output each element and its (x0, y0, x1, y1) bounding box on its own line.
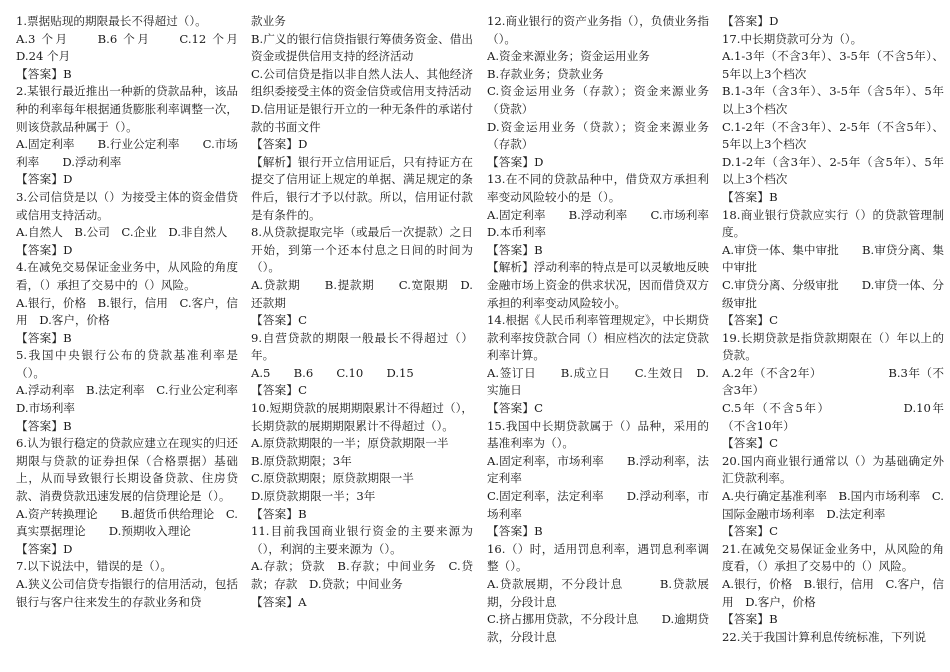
text-column-3 (487, 13, 709, 672)
options-line: A.固定利率 B.行业公定利率 C.市场利率 D.浮动利率 (16, 137, 238, 169)
question-line: 13.在不同的贷款品种中，借贷双方承担利率变动风险较小的是（）。 (487, 172, 709, 204)
question-line: 4.在减免交易保证金业务中，从风险的角度看，（）承担了交易中的（）风险。 (16, 260, 238, 292)
options-line: D.信用证是银行开立的一种无条件的承诺付款的书面文件 (251, 101, 473, 134)
answer-line: 【答案】B (251, 506, 307, 521)
options-line: B.存款业务；贷款业务 (487, 66, 604, 81)
options-line: A.狭义公司信贷专指银行的信用活动，包括银行与客户往来发生的存款业务和贷 (16, 577, 238, 609)
answer-line: 【答案】C (487, 401, 544, 416)
question-line: 1.票据贴现的期限最长不得超过（）。 (16, 14, 207, 28)
question-line: 18.商业银行贷款应实行（）的贷款管理制度。 (722, 207, 944, 240)
answer-line: 【答案】B (487, 242, 543, 257)
answer-line: 【答案】D (487, 154, 544, 169)
options-line: A.贷款期 B.提款期 C.宽限期 D.还款期 (251, 277, 473, 310)
question-line: 6.认为银行稳定的贷款应建立在现实的归还期限与贷款的证券担保（合格票据）基础上，从而导致银行长期设备贷款、住房贷款、消费贷款迅速发展的信贷理论是（）。 (16, 436, 238, 504)
question-line: 5.我国中央银行公布的贷款基准利率是（）。 (16, 348, 238, 380)
options-line: C.1-2年（不含3年）、2-5年（不含5年）、5年以上3个档次 (722, 119, 944, 152)
options-line: C.资金运用业务（存款）；资金来源业务（贷款） (487, 84, 709, 116)
answer-line: 【答案】B (722, 189, 778, 204)
question-line: 7.以下说法中，错误的是（）。 (16, 559, 172, 574)
question-line: 19.长期贷款是指贷款期限在（）年以上的贷款。 (722, 330, 944, 363)
options-line: A.资金来源业务；资金运用业务 (487, 49, 650, 64)
options-line: C.公司信贷是指以非自然人法人、其他经济组织委接受主体的资金信贷或信用支持活动 (251, 66, 473, 99)
answer-line: 【答案】B (487, 524, 543, 539)
question-line: 22.关于我国计算利息传统标准，下列说 (722, 629, 926, 644)
answer-line: 【答案】B (16, 418, 72, 433)
answer-line: 【答案】C (722, 436, 779, 451)
options-line: B.1-3年（含3年）、3-5年（含5年）、5年以上3个档次 (722, 84, 944, 116)
answer-line: 【答案】B (16, 66, 72, 81)
options-line: C.原贷款期限；原贷款期限一半 (251, 471, 414, 486)
options-line: A.3 个月 B.6 个月 C.12 个月 D.24 个月 (16, 31, 238, 64)
question-line: 16.（）时，适用罚息利率，遇罚息利率调整（）。 (487, 541, 709, 574)
options-line: D.原贷款期限一半；3年 (251, 489, 376, 504)
question-line: 2.某银行最近推出一种新的贷款品种，该品种的利率每年根据通货膨胀利率调整一次，则该贷款品种属于（）。 (16, 84, 238, 134)
question-line: 15.我国中长期贷款属于（）品种，采用的基准利率为（）。 (487, 418, 709, 451)
options-line: A.固定利率，市场利率 B.浮动利率，法定利率 (487, 453, 709, 486)
question-line: 20.国内商业银行通常以（）为基础确定外汇贷款利率。 (722, 453, 944, 486)
answer-line: 【答案】C (251, 313, 308, 328)
explanation-line: 【解析】银行开立信用证后，只有持证方在提交了信用证上规定的单据、满足规定的条件后，银行才予以付款。所以，信用证付款是有条件的。 (251, 154, 473, 222)
options-line: A.签订日 B.成立日 C.生效日 D.实施日 (487, 365, 709, 398)
options-line: C.5年（不含5年） D.10年（不含10年） (722, 401, 944, 433)
options-line: A.央行确定基准利率 B.国内市场利率 C.国际金融市场利率 D.法定利率 (722, 489, 944, 521)
question-line: 17.中长期贷款可分为（）。 (722, 31, 863, 46)
options-line: C.审贷分离、分级审批 D.审贷一体、分级审批 (722, 277, 944, 310)
options-line: A.浮动利率 B.法定利率 C.行业公定利率 D.市场利率 (16, 383, 238, 416)
question-line: 3.公司信贷是以（）为接受主体的资金借贷或信用支持活动。 (16, 189, 238, 222)
answer-line: 【答案】B (722, 612, 778, 627)
options-line: A.5 B.6 C.10 D.15 (251, 365, 414, 380)
options-line: A.资产转换理论 B.超货币供给理论 C.真实票据理论 D.预期收入理论 (16, 506, 238, 539)
answer-line: 【答案】D (16, 172, 73, 187)
options-line: A.固定利率 B.浮动利率 C.市场利率 D.本币利率 (487, 207, 709, 240)
question-line: 14.根据《人民币利率管理规定》，中长期贷款利率按贷款合同（）相应档次的法定贷款利率计算。 (487, 313, 709, 363)
text-column-2 (251, 13, 473, 672)
answer-line: 【答案】D (251, 137, 308, 152)
answer-line: 【答案】B (16, 330, 72, 345)
options-line: B.广义的银行信贷指银行筹债务资金、借出资金或提供信用支持的经济活动 (251, 31, 473, 64)
explanation-line: 【解析】浮动利率的特点是可以灵敏地反映金融市场上资金的供求状况，因而借贷双方承担的利率变动风险较小。 (487, 260, 709, 310)
answer-line: 【答案】D (16, 242, 73, 257)
options-line: D.资金运用业务（贷款）；资金来源业务（存款） (487, 119, 709, 152)
answer-line: 【答案】D (722, 14, 779, 28)
answer-line: 【答案】C (722, 313, 779, 328)
question-line: 12.商业银行的资产业务指（），负债业务指（）。 (487, 14, 709, 46)
options-line: C.固定利率，法定利率 D.浮动利率，市场利率 (487, 489, 709, 521)
options-line: A.1-3年（不含3年）、3-5年（不含5年）、5年以上3个档次 (722, 49, 944, 81)
question-line: 21.在减免交易保证金业务中，从风险的角度看，（）承担了交易中的（）风险。 (722, 541, 944, 574)
options-line: A.银行，价格 B.银行，信用 C.客户，信用 D.客户，价格 (722, 577, 944, 609)
answer-line: 【答案】D (16, 541, 73, 556)
options-line: A.贷款展期，不分段计息 B.贷款展期，分段计息 (487, 577, 709, 609)
question-line: 8.从贷款提取完毕（或最后一次提款）之日开始，到第一个还本付息之日间的时间为（）。 (251, 225, 473, 275)
options-line: A.2年（不含2年） B.3年（不含3年） (722, 365, 944, 398)
question-line: 11.目前我国商业银行资金的主要来源为（），利润的主要来源为（）。 (251, 524, 473, 556)
answer-line: 【答案】C (722, 524, 779, 539)
options-line: B.原贷款期限；3年 (251, 453, 352, 468)
question-line: 10.短期贷款的展期期限累计不得超过（），长期贷款的展期期限累计不得超过（）。 (251, 401, 473, 433)
text-column-4 (722, 13, 944, 672)
options-line: A.存款；贷款 B.存款；中间业务 C.贷款；存款 D.贷款；中间业务 (251, 559, 473, 591)
options-line: A.原贷款期限的一半；原贷款期限一半 (251, 436, 449, 451)
answer-line: 【答案】C (251, 383, 308, 398)
options-line: C.挤占挪用贷款，不分段计息 D.逾期贷款，分段计息 (487, 612, 709, 644)
question-line: 9.自营贷款的期限一般最长不得超过（）年。 (251, 330, 473, 363)
options-line: A.银行，价格 B.银行，信用 C.客户，信用 D.客户，价格 (16, 295, 238, 328)
answer-line: 【答案】A (251, 594, 307, 609)
text-column-1 (16, 13, 238, 672)
options-line: A.审贷一体、集中审批 B.审贷分离、集中审批 (722, 242, 944, 275)
question-line: 款业务 (251, 14, 286, 28)
options-line: D.1-2年（含3年）、2-5年（含5年）、5年以上3个档次 (722, 154, 944, 187)
options-line: A.自然人 B.公司 C.企业 D.非自然人 (16, 225, 228, 240)
